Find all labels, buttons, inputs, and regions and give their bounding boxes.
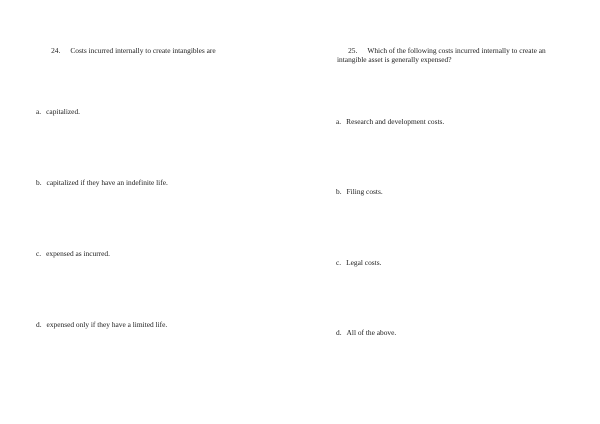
option-b (36, 178, 168, 187)
option-letter: b. (36, 178, 42, 187)
option-a (36, 107, 80, 116)
question-25 (337, 37, 577, 73)
question-number: 25. (348, 46, 358, 55)
option-letter: b. (336, 187, 342, 196)
option-letter: a. (36, 107, 42, 116)
question-number: 24. (51, 46, 61, 55)
option-text: Research and development costs. (346, 117, 445, 126)
option-letter: c. (336, 258, 342, 267)
option-a (336, 117, 444, 126)
option-text: expensed only if they have a limited life. (46, 320, 168, 329)
option-letter: c. (36, 249, 42, 258)
question-text: Which of the following costs incurred internally to create an intangible asset is generally expensed? (337, 46, 548, 64)
option-letter: d. (36, 320, 42, 329)
option-text: expensed as incurred. (46, 249, 110, 258)
option-b (336, 187, 383, 196)
option-letter: a. (336, 117, 342, 126)
option-text: All of the above. (346, 328, 397, 337)
option-letter: d. (336, 328, 342, 337)
option-text: capitalized if they have an indefinite life. (46, 178, 168, 187)
option-c (36, 249, 110, 258)
question-25-column (300, 0, 600, 424)
option-text: capitalized. (46, 107, 80, 116)
question-24 (40, 37, 280, 64)
option-d (336, 328, 396, 337)
question-text: Costs incurred internally to create intangibles are (70, 46, 216, 55)
option-d (36, 320, 167, 329)
option-text: Legal costs. (346, 258, 382, 267)
option-c (336, 258, 381, 267)
option-text: Filing costs. (346, 187, 383, 196)
